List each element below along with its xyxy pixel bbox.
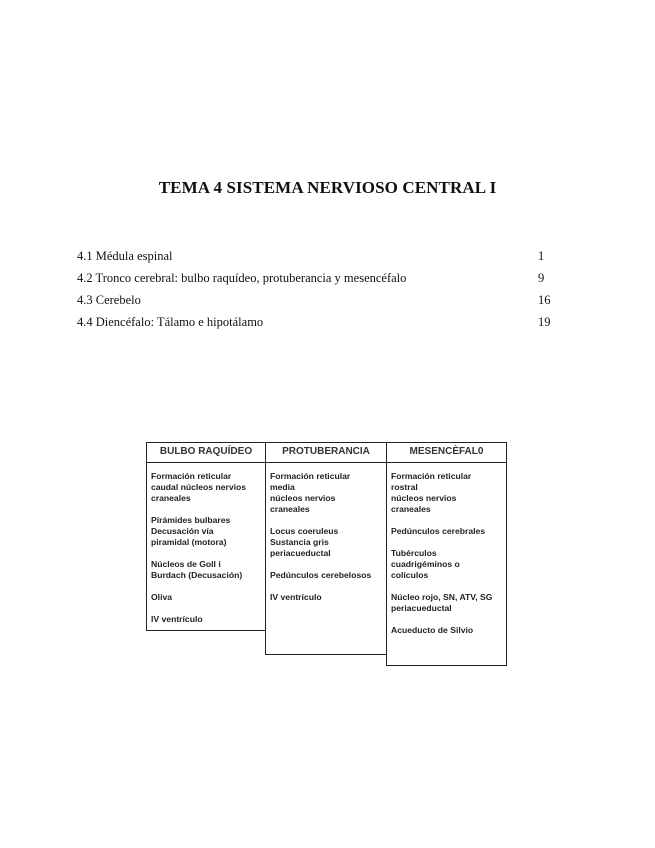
column-item: IV ventrículo — [151, 614, 203, 624]
column-item: Formación reticular rostral núcleos nervios craneales — [391, 471, 472, 514]
column-item: Pedúnculos cerebrales — [391, 526, 486, 536]
column-item: Pedúnculos cerebelosos — [270, 570, 372, 580]
column-bulbo-raquideo — [146, 442, 266, 631]
toc-label: 4.4 Diencéfalo: Tálamo e hipotálamo — [77, 315, 264, 329]
toc-label: 4.3 Cerebelo — [77, 293, 141, 307]
column-item: Pirámides bulbares Decusación vía piramidal (motora) — [151, 515, 231, 547]
toc-entry[interactable] — [77, 314, 555, 336]
column-header: BULBO RAQUÍDEO — [147, 443, 265, 463]
toc-page-number: 19 — [538, 315, 551, 329]
toc-entry[interactable] — [77, 248, 555, 270]
table-of-contents — [77, 248, 555, 336]
column-protuberancia — [265, 442, 387, 655]
document-title: TEMA 4 SISTEMA NERVIOSO CENTRAL I — [158, 178, 497, 197]
column-item: Tubérculos cuadrigéminos o colículos — [391, 548, 460, 580]
toc-entry[interactable] — [77, 270, 555, 292]
column-item: Locus coeruleus Sustancia gris periacueductal — [270, 526, 339, 558]
column-header: PROTUBERANCIA — [266, 443, 386, 463]
toc-label: 4.2 Tronco cerebral: bulbo raquídeo, protuberancia y mesencéfalo — [77, 271, 407, 285]
toc-label: 4.1 Médula espinal — [77, 249, 173, 263]
column-item: Acueducto de Silvio — [391, 625, 474, 635]
toc-entry[interactable] — [77, 292, 555, 314]
column-item: Núcleo rojo, SN, ATV, SG periacueductal — [391, 592, 493, 613]
toc-page-number: 9 — [538, 271, 545, 285]
toc-page-number: 1 — [538, 249, 545, 263]
toc-page-number: 16 — [538, 293, 551, 307]
column-item: Oliva — [151, 592, 173, 602]
column-item: Formación reticular media núcleos nervios craneales — [270, 471, 351, 514]
column-mesencefalo — [386, 442, 507, 666]
column-item: Formación reticular caudal núcleos nervios craneales — [151, 471, 247, 503]
column-item: Núcleos de Goll i Burdach (Decusación) — [151, 559, 243, 580]
column-header: MESENCÈFAL0 — [387, 443, 506, 463]
column-item: IV ventrículo — [270, 592, 322, 602]
